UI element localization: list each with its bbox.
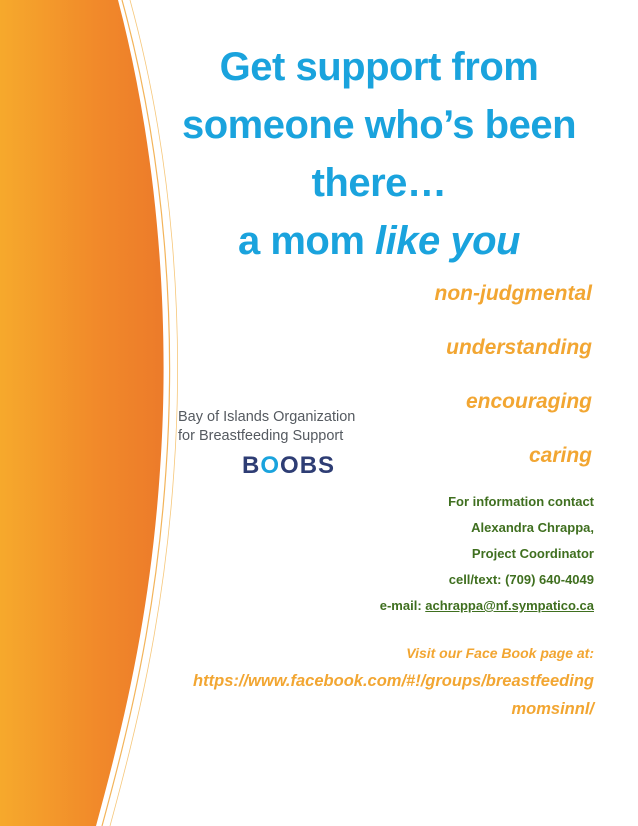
facebook-url-line-1[interactable]: https://www.facebook.com/#!/groups/breastfeeding <box>193 672 594 690</box>
quality-item: understanding <box>446 336 592 359</box>
logo-org-line-1: Bay of Islands Organization <box>178 409 356 425</box>
quality-item: encouraging <box>465 390 592 413</box>
facebook-visit-text: Visit our Face Book page at: <box>406 645 594 661</box>
facebook-url-line-2[interactable]: momsinnl/ <box>511 700 594 718</box>
headline <box>170 38 588 270</box>
headline-line-2: someone who’s been <box>181 103 577 147</box>
brand-letter-o-navy: O <box>280 452 300 479</box>
contact-info <box>234 492 594 622</box>
logo-org-line-2: for Breastfeeding Support <box>178 428 344 444</box>
brand-letter-o-blue: O <box>260 452 281 479</box>
brand-letter-b: B <box>242 452 261 479</box>
headline-line-3: there… <box>311 161 447 205</box>
contact-role: Project Coordinator <box>471 546 594 561</box>
organization-logo <box>178 408 408 488</box>
contact-name: Alexandra Chrappa, <box>471 520 594 535</box>
headline-emphasis: like you <box>375 219 520 263</box>
headline-line-1: Get support from <box>219 45 539 89</box>
headline-line-4 <box>170 212 588 270</box>
contact-phone: cell/text: (709) 640-4049 <box>448 572 594 587</box>
headline-plain-text: a mom <box>238 219 376 263</box>
email-link[interactable]: achrappa@nf.sympatico.ca <box>425 598 594 613</box>
contact-intro: For information contact <box>448 494 594 509</box>
contact-email-row <box>234 596 594 622</box>
email-label: e-mail: <box>379 598 426 613</box>
quality-item: non-judgmental <box>434 282 592 305</box>
quality-item: caring <box>528 444 592 467</box>
facebook-info <box>164 640 594 722</box>
logo-brand-wordmark <box>242 452 408 480</box>
brand-letters-bs: BS <box>299 452 336 479</box>
